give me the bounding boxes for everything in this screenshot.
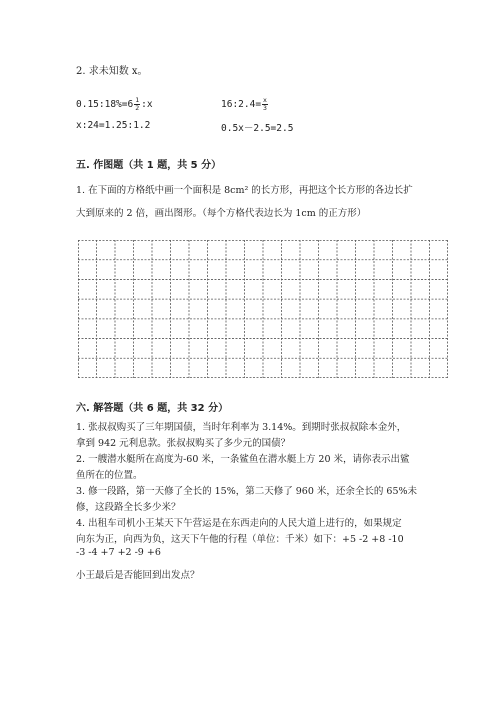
equation-2 [221,97,269,112]
fraction-numerator: 1 [135,96,140,104]
answer-line: 修，这段路全长多少米？ [76,502,181,513]
final-question: 小王最后是否能回到出发点？ [76,570,200,581]
answer-line: 拿到 942 元利息款。张叔叔购买了多少元的国债？ [76,438,291,449]
answer-line: 鱼所在的位置。 [76,470,143,481]
equation-2-fraction [262,97,268,112]
section-5-heading: 五. 作图题（共 1 题，共 5 分） [76,160,222,171]
equation-1-left: 0.15:18%=6 [76,99,134,110]
answer-line: 1. 张叔叔购买了三年期国债，当时年利率为 3.14%。到期时张叔叔除本金外， [76,422,407,433]
equation-3: x:24=1.25:1.2 [76,120,151,131]
answer-line: 2. 一艘潜水艇所在高度为-60 米，一条鲨鱼在潜水艇上方 20 米，请你表示出鲨 [76,454,410,465]
answer-line: 3. 修一段路，第一天修了全长的 15%，第二天修了 960 米，还余全长的 65%未 [76,486,418,497]
equation-2-left: 16:2.4= [221,99,262,110]
fraction-denominator: 3 [263,104,267,112]
fraction-denominator: 2 [135,104,140,112]
square-grid-lines [78,240,448,378]
q2-label: 2. 求未知数 x。 [76,66,148,77]
answer-line: -3 -4 +7 +2 -9 +6 [76,547,161,558]
answer-line: 向东为正，向西为负，这天下午他的行程（单位：千米）如下：+5 -2 +8 -10 [76,534,404,545]
square-grid [78,240,448,378]
section-6-heading: 六. 解答题（共 6 题，共 32 分） [76,403,229,414]
drawing-question-line-1: 1. 在下面的方格纸中画一个面积是 8cm² 的长方形，再把这个长方形的各边长扩 [76,185,413,196]
answer-line: 4. 出租车司机小王某天下午营运是在东西走向的人民大道上进行的，如果规定 [76,518,402,529]
drawing-question-line-2: 大到原来的 2 倍，画出图形。（每个方格代表边长为 1cm 的正方形） [76,208,367,219]
equation-1 [76,97,153,112]
fraction-numerator: x [263,96,267,104]
equation-1-fraction [134,97,140,112]
equation-4: 0.5x－2.5=2.5 [221,123,294,134]
equation-1-right: :x [141,99,153,110]
